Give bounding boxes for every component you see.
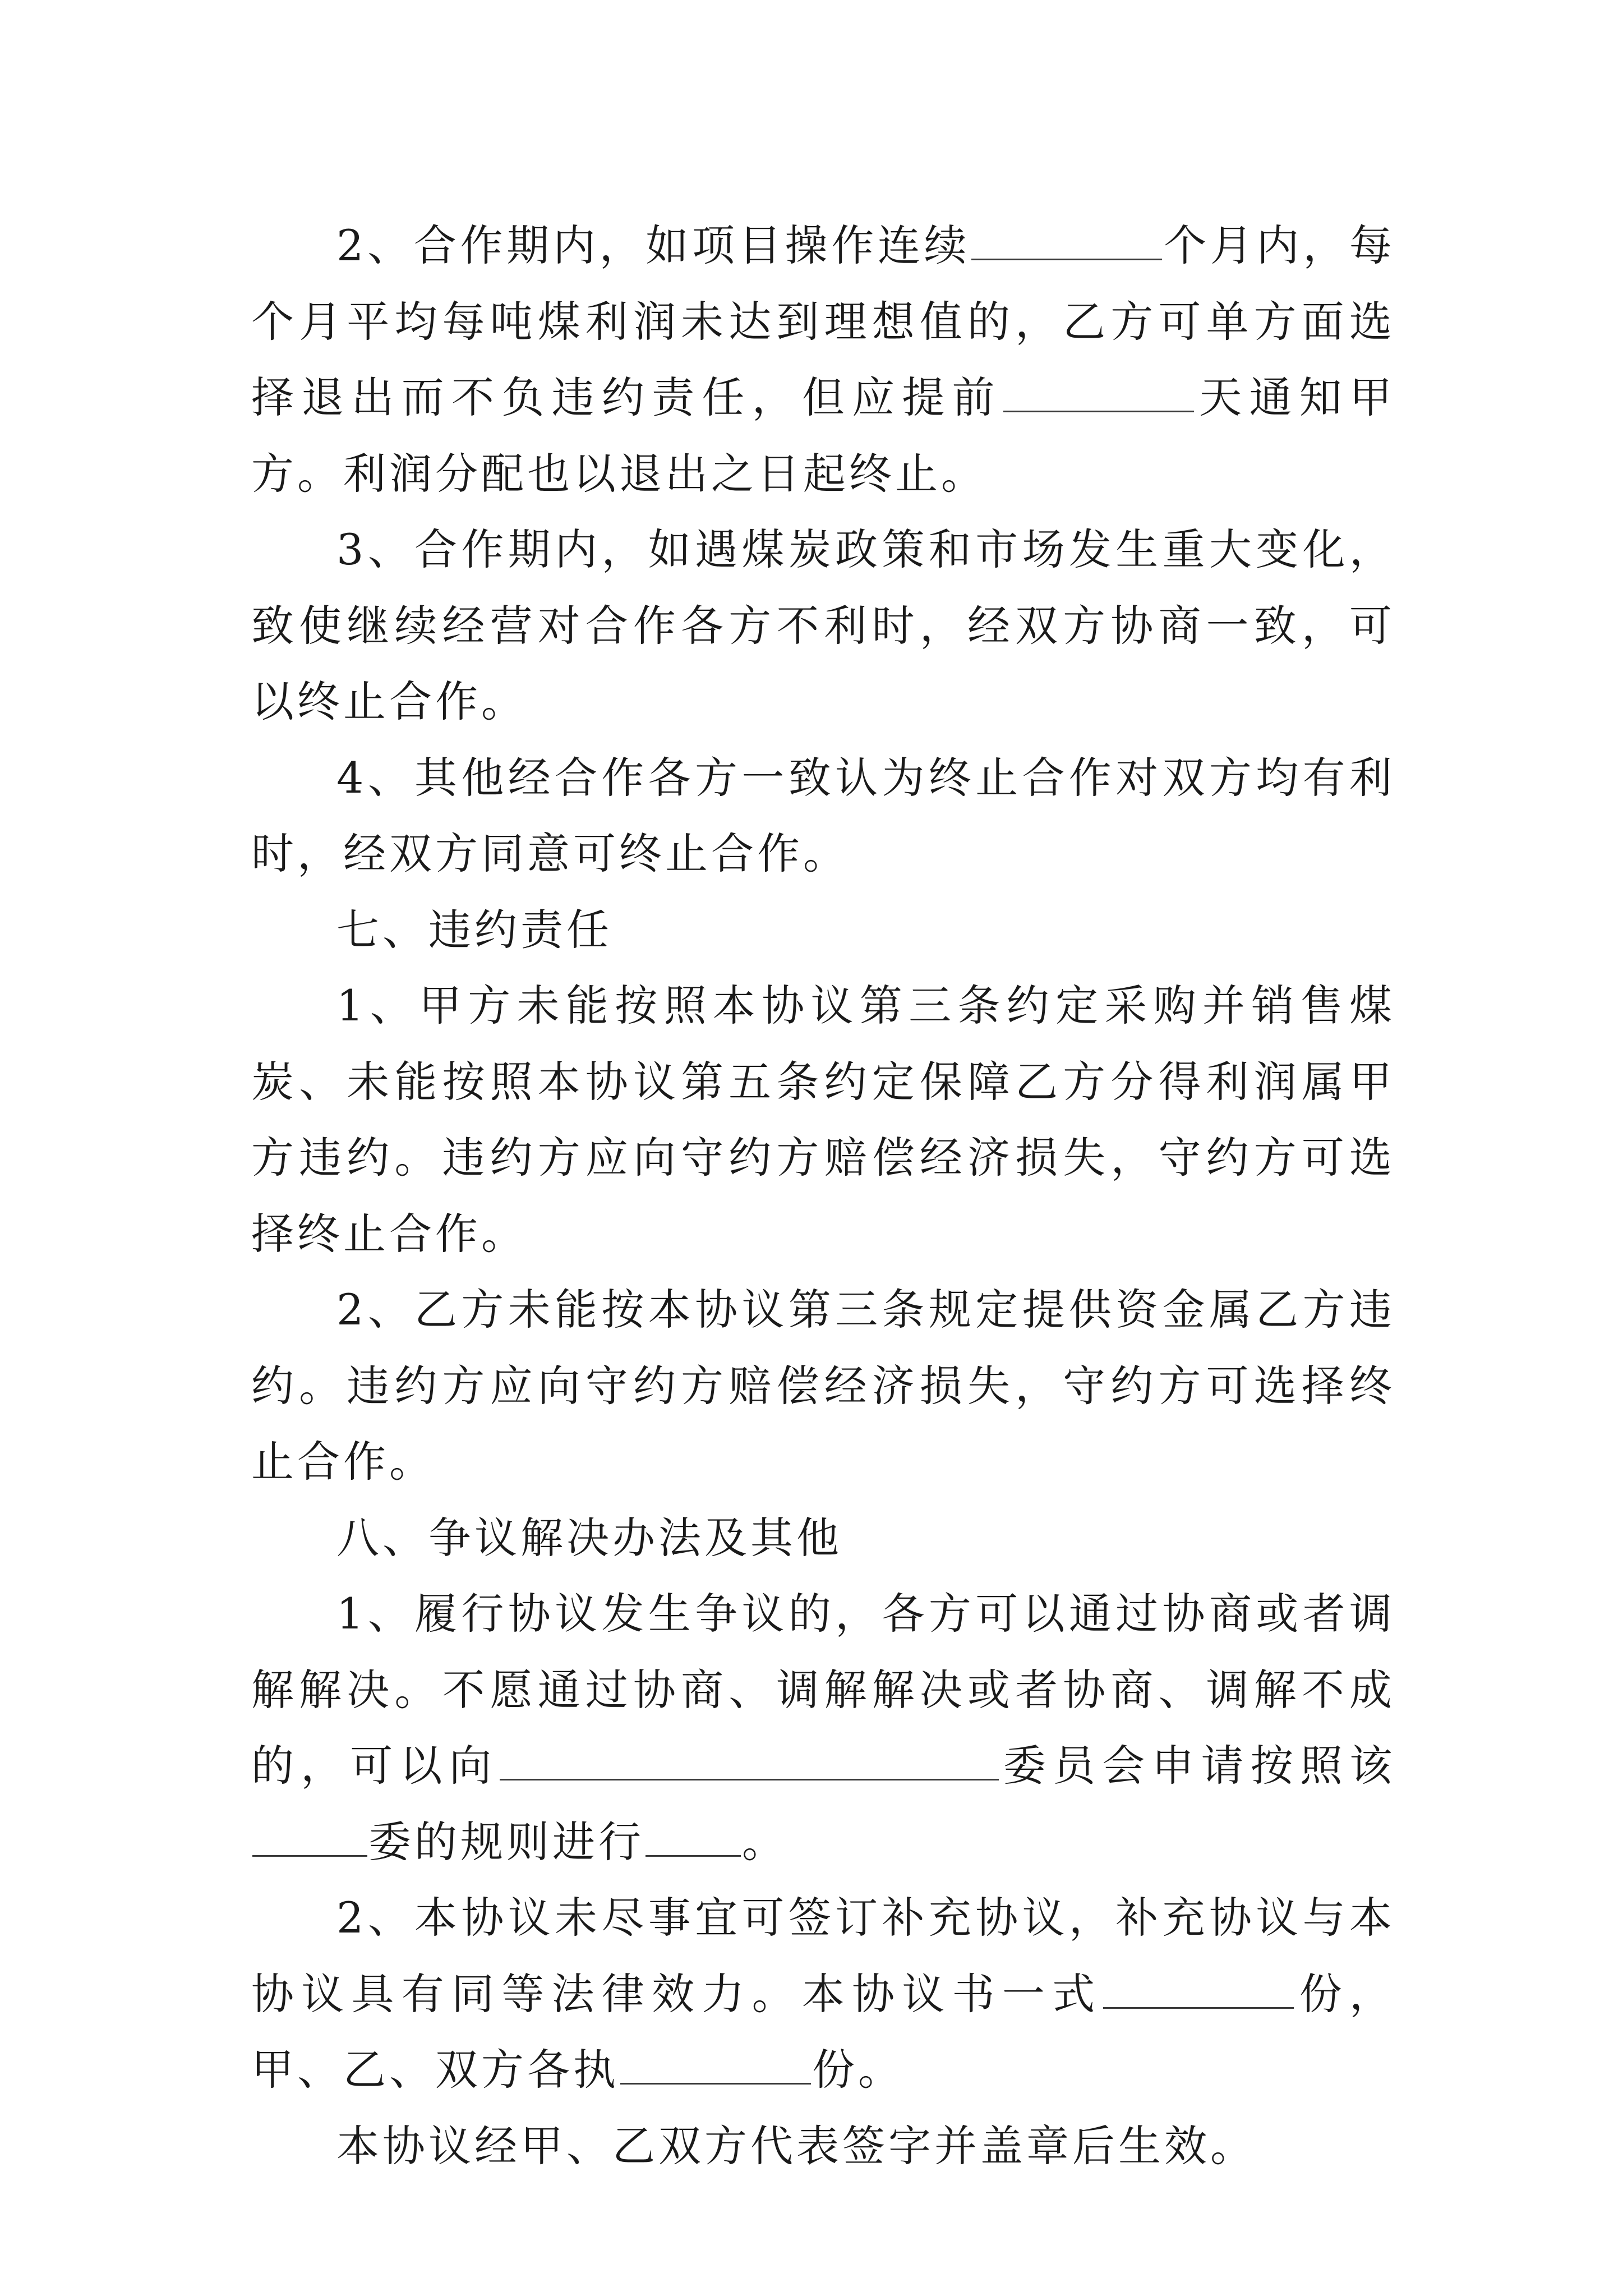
clause-text: 份。 [812,2045,904,2095]
fill-blank-days[interactable] [1003,377,1194,412]
clause-7-1: 1、甲方未能按照本协议第三条约定采购并销售煤炭、未能按照本协议第五条约定保障乙方分得利润属甲方违约。违约方应向守约方赔偿经济损失，守约方可选择终止合作。 [251,981,1395,1259]
fill-blank-procedure[interactable] [645,1821,741,1857]
clause-text: 委的规则进行 [368,1816,644,1867]
clause-8-2 [251,1880,1395,2108]
section-heading-breach: 七、违约责任 [336,904,612,955]
document-body [251,208,1395,2184]
clause-text: 2、本协议未尽事宜可签订补充协议，补充协议与本协议具有同等法律效力。本协议书一式 [251,1893,1395,2019]
clause-8-1 [251,1576,1395,1880]
clause-text: 。 [742,1816,788,1867]
fill-blank-months[interactable] [971,225,1162,260]
fill-blank-committee[interactable] [500,1745,999,1780]
clause-text: 份，甲、乙、双方各执 [251,1968,1396,2095]
fill-blank-copies-each[interactable] [620,2049,811,2085]
fill-blank-committee-abbr[interactable] [252,1821,367,1857]
clause-6-2 [251,208,1395,512]
clause-6-3: 3、合作期内，如遇煤炭政策和市场发生重大变化，致使继续经营对合作各方不利时，经双方协商一致，可以终止合作。 [251,524,1395,726]
clause-text: 1、履行协议发生争议的，各方可以通过协商或者调解解决。不愿通过协商、调解解决或者协商、调解不成的，可以向 [251,1589,1395,1791]
fill-blank-copies-total[interactable] [1103,1973,1294,2009]
clause-7-2: 2、乙方未能按本协议第三条规定提供资金属乙方违约。违约方应向守约方赔偿经济损失，守约方可选择终止合作。 [251,1285,1395,1487]
clause-text: 个月内，每个月平均每吨煤利润未达到理想值的，乙方可单方面选择退出而不负违约责任，但应提前 [251,220,1395,422]
clause-6-4: 4、其他经合作各方一致认为终止合作对双方均有利时，经双方同意可终止合作。 [251,752,1395,878]
clause-text: 委员会申请按照该 [999,1741,1396,1791]
clause-text: 天通知甲方。利润分配也以退出之日起终止。 [251,372,1396,499]
clause-text: 2、合作期内，如项目操作连续 [336,220,971,270]
section-heading-disputes: 八、争议解决办法及其他 [336,1512,842,1563]
effective-clause: 本协议经甲、乙双方代表签字并盖章后生效。 [336,2120,1256,2171]
